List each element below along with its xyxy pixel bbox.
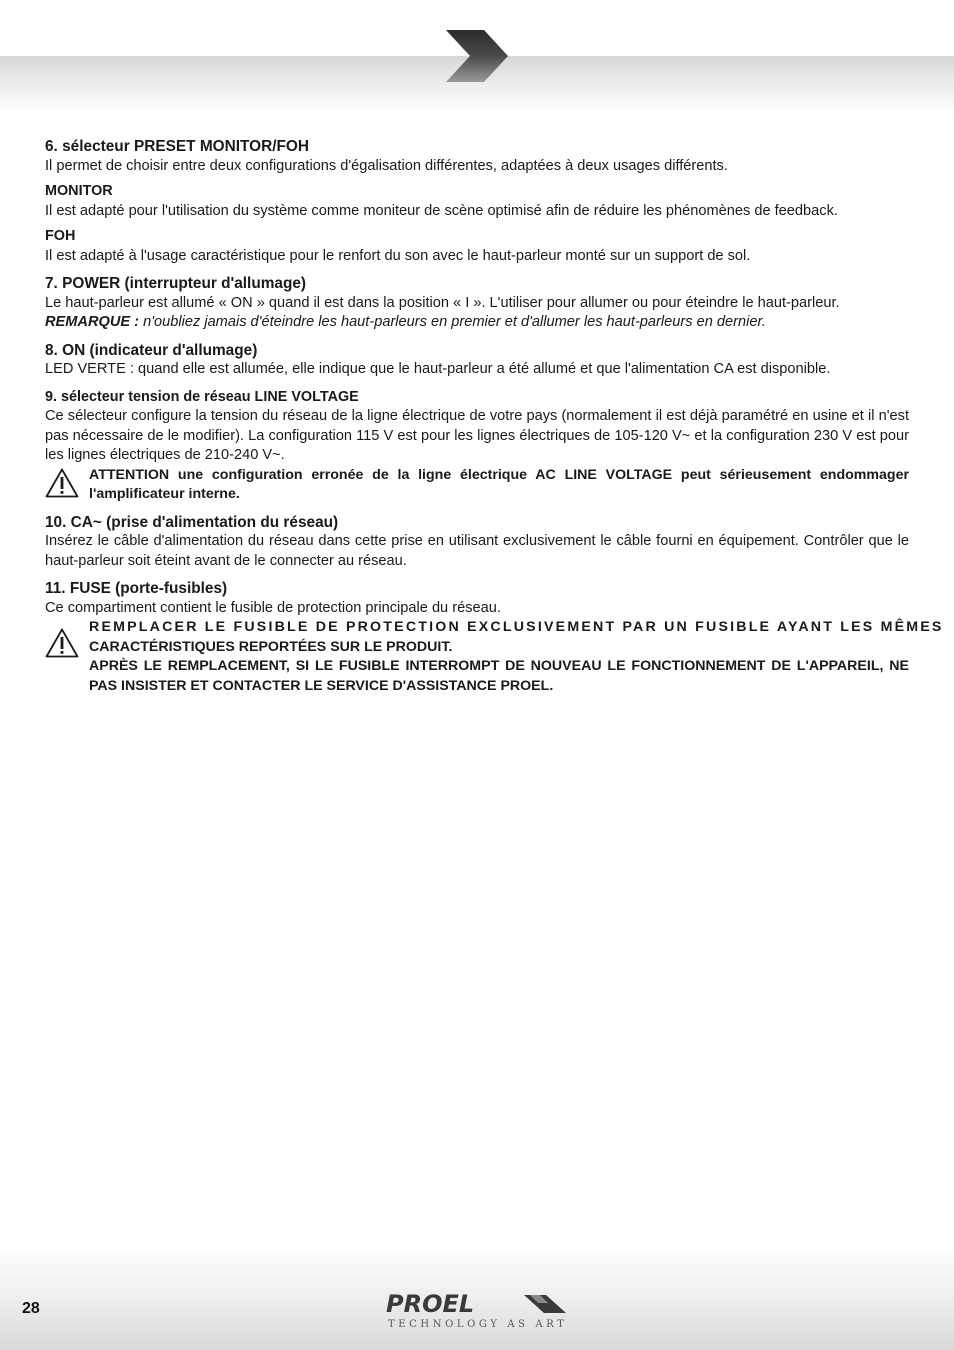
section-11-body: Ce compartiment contient le fusible de protection principale du réseau. <box>45 599 501 616</box>
section-7-body: Le haut-parleur est allumé « ON » quand il est dans la position « I ». L'utiliser pour allumer ou pour éteindre le haut-parleur. <box>45 294 840 311</box>
section-7-title: 7. POWER (interrupteur d'allumage) <box>45 275 307 292</box>
document-body <box>45 137 944 696</box>
section-6-title: 6. sélecteur PRESET MONITOR/FOH <box>45 138 309 155</box>
page-number: 28 <box>22 1300 40 1317</box>
foh-subtitle: FOH <box>45 228 76 244</box>
section-9-title: 9. sélecteur tension de réseau LINE VOLTAGE <box>45 388 359 405</box>
section-9-warning-text: ATTENTION une configuration erronée de la ligne électrique AC LINE VOLTAGE peut sérieusement endommager l'amplificateur interne. <box>89 466 909 502</box>
section-6-body: Il permet de choisir entre deux configurations d'égalisation différentes, adaptées à deux usages différents. <box>45 157 728 174</box>
foh-body: Il est adapté à l'usage caractéristique pour le renfort du son avec le haut-parleur monté sur un support de sol. <box>45 247 751 264</box>
logo-arrow-icon <box>524 1294 568 1314</box>
section-11-warning-line1: REMPLACER LE FUSIBLE DE PROTECTION EXCLUSIVEMENT PAR UN FUSIBLE AYANT LES MÊMES <box>89 619 944 635</box>
section-11-warning-line3: APRÈS LE REMPLACEMENT, SI LE FUSIBLE INTERROMPT DE NOUVEAU LE FONCTIONNEMENT DE L'APPAREIL, NE PAS INSISTER ET CONTACTER LE SERVICE D'ASSISTANCE PROEL. <box>89 658 909 694</box>
section-10-title: 10. CA~ (prise d'alimentation du réseau) <box>45 513 339 531</box>
section-11-warning <box>45 618 944 696</box>
logo-wordmark: PROEL <box>386 1290 475 1318</box>
section-8-title: 8. ON (indicateur d'allumage) <box>45 341 258 359</box>
section-9-warning <box>45 466 909 505</box>
section-9-body: Ce sélecteur configure la tension du réseau de la ligne électrique de votre pays (normalement il est déjà paramétré en usine et il n'est pas nécessaire de le modifier). La configuration 115 V est pour les lignes électriques de 105-120 V~ et la configuration 230 V est pour les lignes électriques de 210-240 V~. <box>45 408 909 463</box>
section-10-body: Insérez le câble d'alimentation du réseau dans cette prise en utilisant exclusivement le câble fourni en équipement. Contrôler que le haut-parleur soit éteint avant de le connecter au réseau. <box>45 533 909 569</box>
section-11-title: 11. FUSE (porte-fusibles) <box>45 580 228 597</box>
chevron-arrow-icon <box>444 28 510 84</box>
warning-triangle-icon <box>45 628 79 658</box>
note-label: REMARQUE : <box>45 314 140 330</box>
proel-logo <box>386 1290 572 1336</box>
section-11-warning-line2: CARACTÉRISTIQUES REPORTÉES SUR LE PRODUIT. <box>89 638 453 655</box>
section-8-body: LED VERTE : quand elle est allumée, elle indique que le haut-parleur a été allumé et que l'alimentation CA est disponible. <box>45 361 831 377</box>
monitor-subtitle: MONITOR <box>45 183 113 199</box>
note-text: n'oubliez jamais d'éteindre les haut-parleurs en premier et d'allumer les haut-parleurs en dernier. <box>139 314 766 330</box>
warning-triangle-icon <box>45 468 79 498</box>
monitor-body: Il est adapté pour l'utilisation du système comme moniteur de scène optimisé afin de réduire les phénomènes de feedback. <box>45 202 838 219</box>
logo-tagline: TECHNOLOGY AS ART <box>388 1319 568 1330</box>
section-7-note <box>45 313 909 333</box>
